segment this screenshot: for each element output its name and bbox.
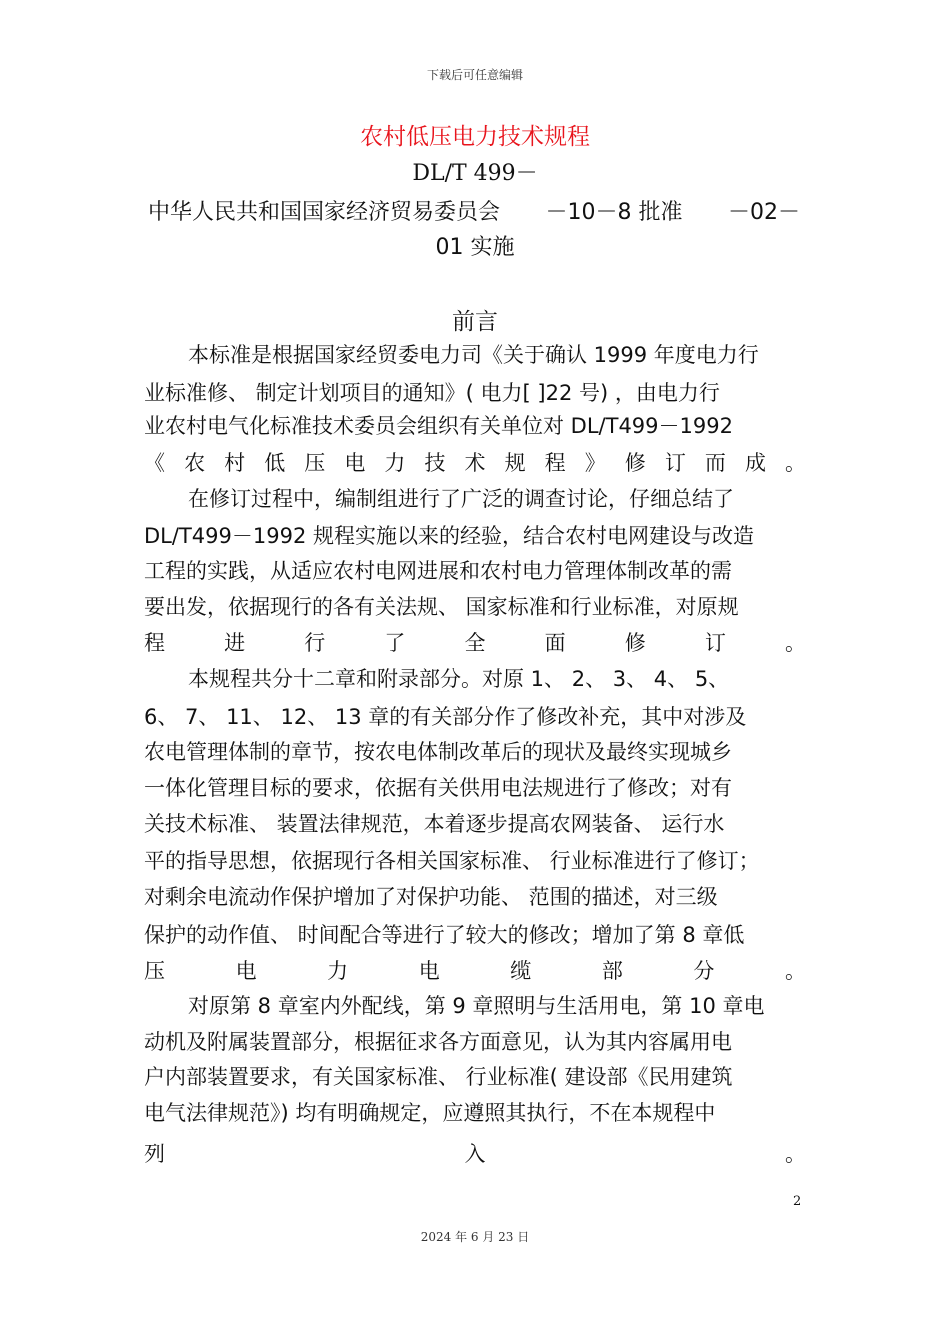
standard-code: DL/T 499－ — [412, 161, 538, 186]
body-line: 本标准是根据国家经贸委电力司《关于确认 1999 年度电力行 — [188, 343, 759, 367]
preface-heading: 前言 — [452, 309, 498, 335]
page-footer-date: 2024 年 6 月 23 日 — [420, 1230, 530, 1244]
approval-authority: 中华人民共和国国家经济贸易委员会 — [148, 200, 501, 225]
body-line: 对原第 8 章室内外配线，第 9 章照明与生活用电，第 10 章电 — [188, 994, 765, 1018]
page-number: 2 — [793, 1194, 802, 1209]
body-line: 要出发，依据现行的各有关法规、 国家标准和行业标准，对原规 — [144, 595, 739, 619]
body-line: 业农村电气化标准技术委员会组织有关单位对 DL/T499－1992 — [144, 414, 733, 438]
body-line: 本规程共分十二章和附录部分。对原 1、 2、 3、 4、 5、 — [188, 667, 730, 691]
body-line: 动机及附属装置部分，根据征求各方面意见，认为其内容属用电 — [144, 1030, 732, 1054]
body-line: 程 进 行 了 全 面 修 订 。 — [144, 631, 806, 655]
body-line: 平的指导思想，依据现行各相关国家标准、 行业标准进行了修订； — [144, 849, 760, 873]
body-line: 保护的动作值、 时间配合等进行了较大的修改；增加了第 8 章低 — [144, 923, 745, 947]
body-line: 电气法律规范》) 均有明确规定，应遵照其执行，不在本规程中 — [144, 1101, 716, 1125]
body-line: 《 农 村 低 压 电 力 技 术 规 程 》 修 订 而 成 。 — [144, 451, 806, 475]
document-title: 农村低压电力技术规程 — [360, 124, 590, 150]
body-line: 一体化管理目标的要求，依据有关供用电法规进行了修改；对有 — [144, 776, 732, 800]
body-line: 压 电 力 电 缆 部 分 。 — [144, 959, 806, 983]
body-line: 业标准修、 制定计划项目的通知》( 电力[ ]22 号) ，由电力行 — [144, 381, 720, 405]
approval-line — [148, 195, 800, 226]
page-header: 下载后可任意编辑 — [426, 68, 523, 82]
body-line: 列 入 。 — [144, 1142, 806, 1166]
implementation-date: 01 实施 — [435, 235, 515, 260]
body-line: 户内部装置要求，有关国家标准、 行业标准( 建设部《民用建筑 — [144, 1065, 733, 1089]
body-line: 在修订过程中，编制组进行了广泛的调查讨论，仔细总结了 — [188, 487, 734, 511]
body-line: 工程的实践，从适应农村电网进展和农村电力管理体制改革的需 — [144, 559, 732, 583]
approval-date: －10－8 批准 — [545, 200, 683, 225]
implementation-date-start: －02－ — [727, 200, 800, 225]
body-line: 关技术标准、 装置法律规范，本着逐步提高农网装备、 运行水 — [144, 812, 725, 836]
body-line: 对剩余电流动作保护增加了对保护功能、 范围的描述，对三级 — [144, 885, 718, 909]
body-line: 6、 7、 11、 12、 13 章的有关部分作了修改补充，其中对涉及 — [144, 705, 747, 729]
body-line: 农电管理体制的章节，按农电体制改革后的现状及最终实现城乡 — [144, 740, 732, 764]
body-line: DL/T499－1992 规程实施以来的经验，结合农村电网建设与改造 — [144, 524, 754, 548]
